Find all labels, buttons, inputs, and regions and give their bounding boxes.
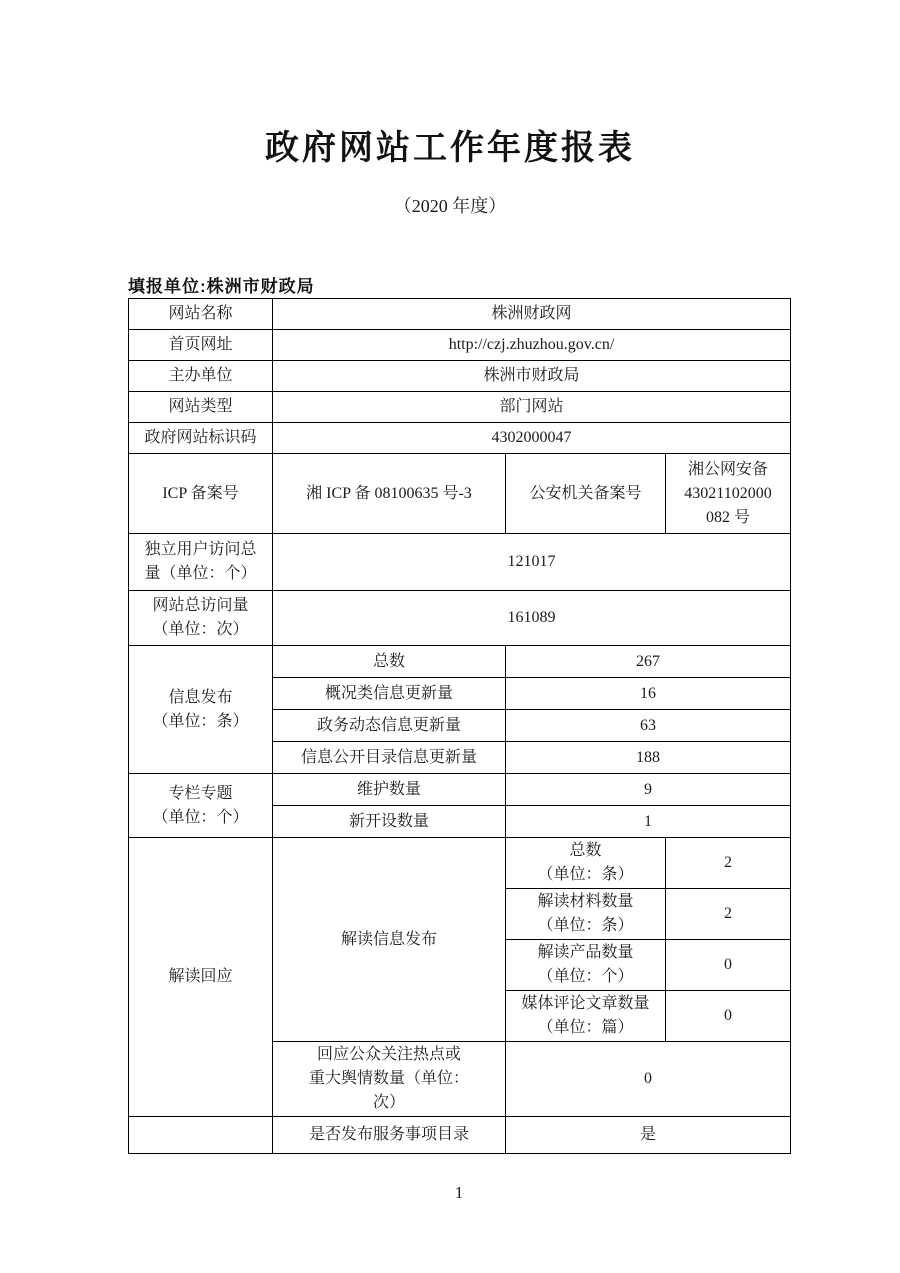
annual-report-table <box>128 298 791 1154</box>
homepage-url-label: 首页网址 <box>129 330 273 361</box>
interpretation-group-label: 解读回应 <box>129 838 273 1117</box>
info-publish-dynamics-value: 63 <box>506 710 791 742</box>
info-publish-group-label: 信息发布 （单位：条） <box>129 646 273 774</box>
interpretation-product-label: 解读产品数量 （单位：个） <box>506 940 666 991</box>
table-row <box>129 299 791 330</box>
special-columns-new-value: 1 <box>506 806 791 838</box>
service-catalog-value: 是 <box>506 1117 791 1154</box>
table-row <box>129 591 791 646</box>
unique-visitors-value: 121017 <box>273 534 791 591</box>
site-type-label: 网站类型 <box>129 392 273 423</box>
icp-label: ICP 备案号 <box>129 454 273 534</box>
special-columns-group-label: 专栏专题 （单位：个） <box>129 774 273 838</box>
empty-cell <box>129 1117 273 1154</box>
table-row <box>129 838 791 889</box>
table-row <box>129 423 791 454</box>
site-name-value: 株洲财政网 <box>273 299 791 330</box>
table-row <box>129 454 791 534</box>
interpretation-publish-label: 解读信息发布 <box>273 838 506 1042</box>
table-row <box>129 330 791 361</box>
info-publish-overview-value: 16 <box>506 678 791 710</box>
police-record-value: 湘公网安备 43021102000 082 号 <box>666 454 791 534</box>
organizer-label: 主办单位 <box>129 361 273 392</box>
interpretation-material-label: 解读材料数量 （单位：条） <box>506 889 666 940</box>
info-publish-catalog-value: 188 <box>506 742 791 774</box>
hotspot-response-label: 回应公众关注热点或 重大舆情数量（单位： 次） <box>273 1042 506 1117</box>
interpretation-media-label: 媒体评论文章数量 （单位：篇） <box>506 991 666 1042</box>
reporting-unit-line: 填报单位:株洲市财政局 <box>128 277 315 296</box>
interpretation-total-value: 2 <box>666 838 791 889</box>
interpretation-total-label: 总数 （单位：条） <box>506 838 666 889</box>
table-row <box>129 361 791 392</box>
info-publish-catalog-label: 信息公开目录信息更新量 <box>273 742 506 774</box>
service-catalog-label: 是否发布服务事项目录 <box>273 1117 506 1154</box>
table-row <box>129 392 791 423</box>
site-code-label: 政府网站标识码 <box>129 423 273 454</box>
organizer-value: 株洲市财政局 <box>273 361 791 392</box>
interpretation-product-value: 0 <box>666 940 791 991</box>
interpretation-media-value: 0 <box>666 991 791 1042</box>
total-visits-value: 161089 <box>273 591 791 646</box>
site-code-value: 4302000047 <box>273 423 791 454</box>
site-type-value: 部门网站 <box>273 392 791 423</box>
info-publish-total-label: 总数 <box>273 646 506 678</box>
info-publish-dynamics-label: 政务动态信息更新量 <box>273 710 506 742</box>
document-title: 政府网站工作年度报表 <box>265 129 635 167</box>
hotspot-response-value: 0 <box>506 1042 791 1117</box>
page-number: 1 <box>454 1183 464 1202</box>
special-columns-maintained-value: 9 <box>506 774 791 806</box>
table-row <box>129 1117 791 1154</box>
info-publish-total-value: 267 <box>506 646 791 678</box>
interpretation-material-value: 2 <box>666 889 791 940</box>
police-record-label: 公安机关备案号 <box>506 454 666 534</box>
icp-value: 湘 ICP 备 08100635 号-3 <box>273 454 506 534</box>
info-publish-overview-label: 概况类信息更新量 <box>273 678 506 710</box>
table-row <box>129 774 791 806</box>
document-subtitle: （2020 年度） <box>393 196 507 216</box>
table-row <box>129 534 791 591</box>
site-name-label: 网站名称 <box>129 299 273 330</box>
homepage-url-value: http://czj.zhuzhou.gov.cn/ <box>273 330 791 361</box>
special-columns-maintained-label: 维护数量 <box>273 774 506 806</box>
special-columns-new-label: 新开设数量 <box>273 806 506 838</box>
total-visits-label: 网站总访问量 （单位：次） <box>129 591 273 646</box>
table-row <box>129 646 791 678</box>
unique-visitors-label: 独立用户访问总 量（单位：个） <box>129 534 273 591</box>
